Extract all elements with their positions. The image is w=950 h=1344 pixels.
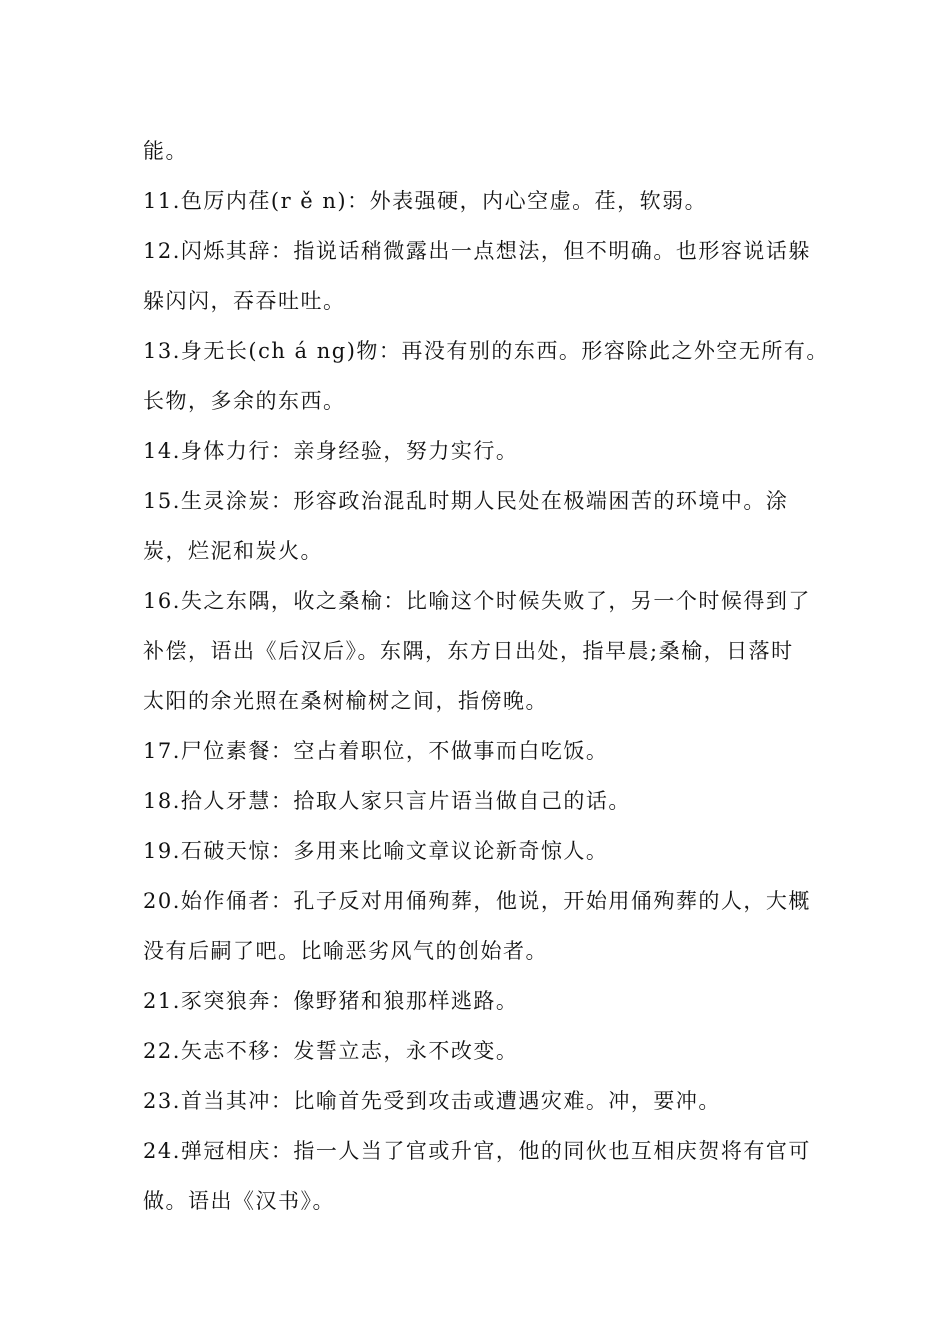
text-line: 12.闪烁其辞：指说话稍微露出一点想法，但不明确。也形容说话躲 bbox=[143, 239, 811, 263]
text-line: 18.拾人牙慧：拾取人家只言片语当做自己的话。 bbox=[143, 789, 631, 813]
text-line: 能。 bbox=[143, 139, 188, 163]
text-line: 24.弹冠相庆：指一人当了官或升官，他的同伙也互相庆贺将有官可 bbox=[143, 1139, 811, 1163]
document-body bbox=[143, 126, 829, 1226]
text-line: 11.色厉内荏(r ě n)：外表强硬，内心空虚。荏，软弱。 bbox=[143, 189, 708, 213]
text-line: 23.首当其冲：比喻首先受到攻击或遭遇灾难。冲，要冲。 bbox=[143, 1089, 721, 1113]
text-line: 20.始作俑者：孔子反对用俑殉葬，他说，开始用俑殉葬的人，大概 bbox=[143, 889, 811, 913]
text-line: 17.尸位素餐：空占着职位，不做事而白吃饭。 bbox=[143, 739, 609, 763]
text-line: 16.失之东隅，收之桑榆：比喻这个时候失败了，另一个时候得到了 bbox=[143, 589, 811, 613]
text-line: 没有后嗣了吧。比喻恶劣风气的创始者。 bbox=[143, 939, 548, 963]
text-line: 21.豕突狼奔：像野猪和狼那样逃路。 bbox=[143, 989, 519, 1013]
text-line: 长物，多余的东西。 bbox=[143, 389, 346, 413]
text-line: 躲闪闪，吞吞吐吐。 bbox=[143, 289, 346, 313]
text-line: 做。语出《汉书》。 bbox=[143, 1189, 335, 1213]
text-line: 22.矢志不移：发誓立志，永不改变。 bbox=[143, 1039, 519, 1063]
text-line: 15.生灵涂炭：形容政治混乱时期人民处在极端困苦的环境中。涂 bbox=[143, 489, 789, 513]
text-line: 14.身体力行：亲身经验，努力实行。 bbox=[143, 439, 519, 463]
text-line: 炭，烂泥和炭火。 bbox=[143, 539, 323, 563]
text-line: 太阳的余光照在桑树榆树之间，指傍晚。 bbox=[143, 689, 548, 713]
text-line: 13.身无长(ch á ng)物：再没有别的东西。形容除此之外空无所有。 bbox=[143, 339, 829, 363]
text-line: 19.石破天惊：多用来比喻文章议论新奇惊人。 bbox=[143, 839, 609, 863]
text-line: 补偿，语出《后汉后》。东隅，东方日出处，指早晨;桑榆，日落时 bbox=[143, 639, 794, 663]
